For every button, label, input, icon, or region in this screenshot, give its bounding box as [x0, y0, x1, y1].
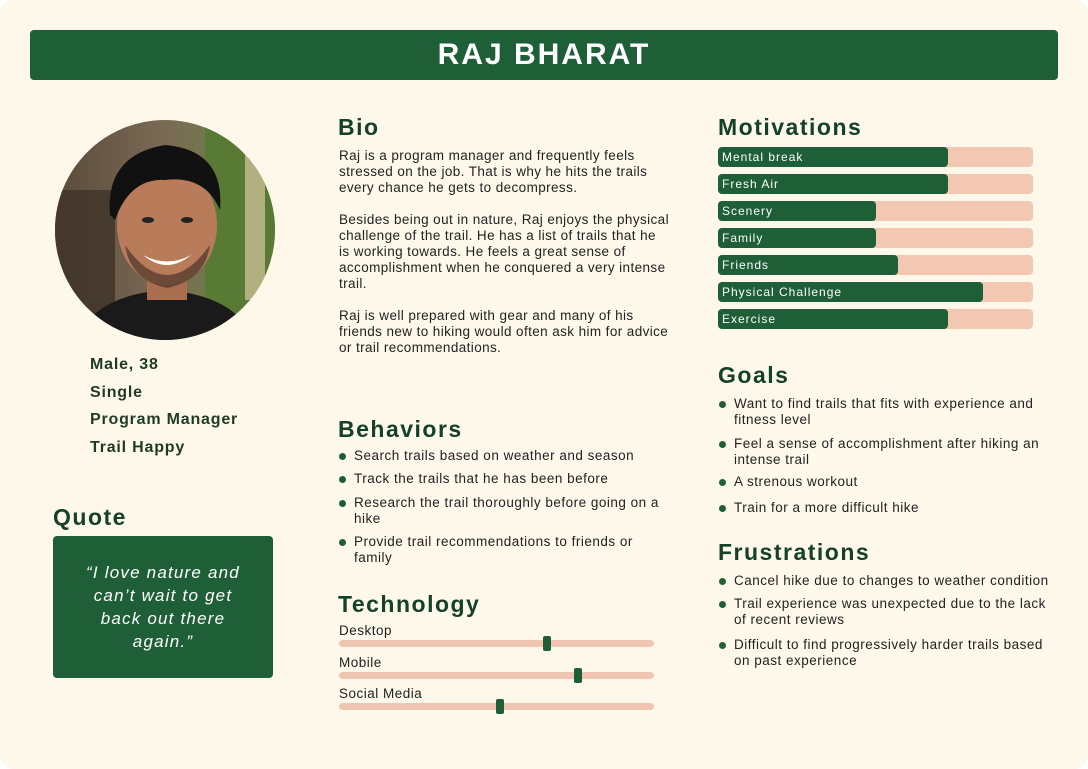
list-item: A strenous workout: [719, 474, 1049, 490]
frustrations-list: [719, 573, 1049, 669]
motivation-label: Friends: [722, 258, 770, 272]
tech-slider-mobile: [339, 672, 654, 679]
motivation-label: Family: [722, 231, 764, 245]
list-item: Provide trail recommendations to friends or family: [339, 534, 669, 566]
motivation-bar: [718, 255, 1033, 275]
technology-heading: Technology: [338, 591, 481, 617]
list-item: Cancel hike due to changes to weather condition: [719, 573, 1049, 589]
behaviors-list: [339, 448, 669, 566]
motivation-bar: [718, 147, 1033, 167]
tech-label-mobile: Mobile: [339, 655, 382, 670]
avatar: [55, 120, 275, 340]
motivation-bar: [718, 282, 1033, 302]
bio-paragraph: Raj is well prepared with gear and many of his friends new to hiking would often ask him for advice or trail recommendations.: [339, 308, 669, 355]
bio-text: [339, 148, 669, 372]
list-item: Research the trail thoroughly before going on a hike: [339, 495, 669, 527]
tech-label-desktop: Desktop: [339, 623, 393, 638]
demographics: [90, 356, 238, 466]
quote-box: [53, 536, 273, 678]
motivation-bar: [718, 174, 1033, 194]
slider-knob: [574, 668, 582, 683]
behaviors-heading: Behaviors: [338, 416, 463, 442]
quote-text: “I love nature and can’t wait to get back out there again.”: [86, 563, 240, 651]
bio-paragraph: Raj is a program manager and frequently feels stressed on the job. That is why he hits the trails every chance he gets to decompress.: [339, 148, 648, 195]
bio-paragraph: Besides being out in nature, Raj enjoys the physical challenge of the trail. He has a list of trails that he is working towards. He feels a great sense of accomplishment when he conquered a very intense trail.: [339, 212, 669, 291]
goals-heading: Goals: [718, 362, 790, 388]
motivation-label: Physical Challenge: [722, 285, 843, 299]
motivations-heading: Motivations: [718, 114, 863, 140]
list-item: Train for a more difficult hike: [719, 500, 1049, 516]
motivation-bar: [718, 228, 1033, 248]
motivation-label: Fresh Air: [722, 177, 780, 191]
demographic-archetype: Trail Happy: [90, 438, 186, 456]
list-item: Feel a sense of accomplishment after hiking an intense trail: [719, 436, 1049, 468]
list-item: Search trails based on weather and season: [339, 448, 669, 464]
tech-label-social-media: Social Media: [339, 686, 423, 701]
slider-knob: [543, 636, 551, 651]
persona-name: RAJ BHARAT: [437, 38, 651, 71]
name-banner: [30, 30, 1058, 80]
motivation-label: Mental break: [722, 150, 804, 164]
list-item: Track the trails that he has been before: [339, 471, 669, 487]
list-item: Want to find trails that fits with experience and fitness level: [719, 396, 1049, 428]
tech-slider-social-media: [339, 703, 654, 710]
list-item: Difficult to find progressively harder trails based on past experience: [719, 637, 1049, 669]
demographic-age-gender: Male, 38: [90, 356, 159, 373]
motivation-label: Exercise: [722, 312, 777, 326]
motivation-label: Scenery: [722, 204, 774, 218]
demographic-status: Single: [90, 383, 143, 401]
person-photo-icon: [55, 120, 275, 340]
bio-heading: Bio: [338, 114, 380, 140]
tech-slider-desktop: [339, 640, 654, 647]
demographic-occupation: Program Manager: [90, 411, 239, 428]
goals-list: [719, 396, 1049, 516]
frustrations-heading: Frustrations: [718, 539, 871, 565]
motivation-bar: [718, 309, 1033, 329]
quote-heading: Quote: [53, 504, 127, 530]
motivation-bar: [718, 201, 1033, 221]
list-item: Trail experience was unexpected due to the lack of recent reviews: [719, 596, 1049, 628]
slider-knob: [496, 699, 504, 714]
